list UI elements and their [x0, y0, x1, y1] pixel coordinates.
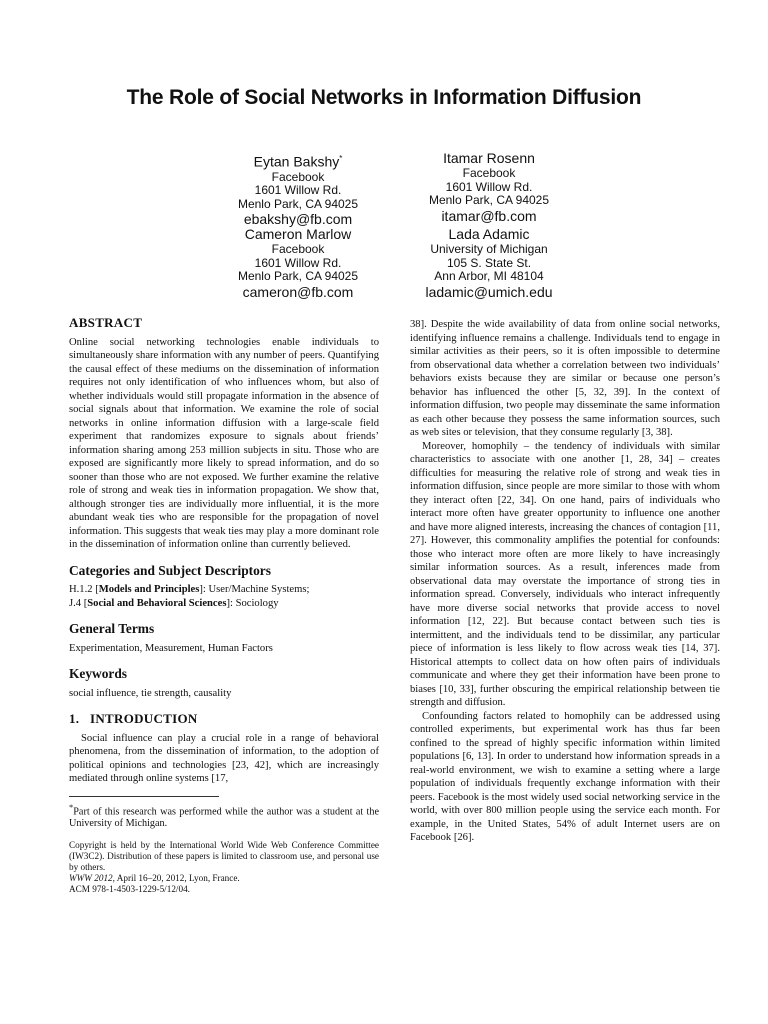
copyright-acm: ACM 978-1-4503-1229-5/12/04.	[69, 883, 190, 894]
copyright-notice	[69, 840, 379, 895]
copyright-venue: WWW 2012, April 16–20, 2012, Lyon, France.	[69, 872, 240, 883]
author-org: University of Michigan	[430, 242, 548, 256]
author-email: itamar@fb.com	[441, 207, 537, 224]
author-street: 1601 Willow Rd.	[254, 183, 342, 198]
author-name: Eytan Bakshy	[253, 153, 340, 170]
abstract-heading: ABSTRACT	[69, 315, 143, 330]
body-paragraph: Moreover, homophily – the tendency of individuals with similar characteristics to associate with one another [1, 28, 34] – creates difficulties for measuring the relative role of strong and weak ties in information diffusion, since people are more similar to those with whom they interact often [22, 34]. On one hand, pairs of individuals who interact more often have greater opportunity to influence one another and have more aligned interests, increasing the chances of contagion [11, 27]. However, this commonality amplifies the potential for confounds: those who interact more often are more likely to have increasingly similar information sources. As a result, inferences made from observational data may overstate the importance of strong ties in information spread. Conversely, individuals who interact infrequently have more diverse social networks that provide access to novel information [12, 22]. But because contact between such ties is intermittent, and the individuals tend to be dissimilar, any particular piece of information is less likely to flow across weak ties [14, 37]. Historical attempts to collect data on how often pairs of individuals communicate and where they get their information have been prone to biases [10, 33], further obscuring the empirical relationship between tie strength and diffusion.	[410, 440, 720, 708]
author-name: Lada Adamic	[448, 226, 530, 242]
author-city: Menlo Park, CA 94025	[237, 196, 359, 211]
body-paragraph: Confounding factors related to homophily can be addressed using controlled experiments, but experimental work has thus far been confined to the spread of highly specific information within limited populations [6, 13]. In order to understand how information spreads in a real-world environment, we wish to examine a setting where a large population of individuals frequently exchange information with their peers. Facebook is the most widely used social networking service in the world, with over 800 million people using the service each month. For example, in the United States, 54% of adult Internet users are on Facebook [26].	[410, 710, 720, 843]
footnote-divider	[69, 796, 219, 797]
author-email: ladamic@umich.edu	[425, 283, 553, 300]
keywords-text: social influence, tie strength, causality	[69, 687, 232, 699]
copyright-text: Copyright is held by the International World Wide Web Conference Committee (IW3C2). Distribution of these papers is limited to classroom use, and personal use by others.	[69, 839, 379, 872]
abstract-text: Online social networking technologies enable individuals to simultaneously share information with any number of peers. Quantifying the causal effect of these mediums on the dissemination of information requires not only identification of who influences whom, but also of whether individuals would still propagate information in the absence of social signals about that information. We examine the role of social networks in online information diffusion with a large-scale field experiment that randomizes exposure to signals about friends’ information sharing among 253 million subjects in situ. Those who are exposed are significantly more likely to spread information, and do so sooner than those who are not exposed. We further examine the relative role of strong and weak ties in information propagation. We show that, although stronger ties are individually more influential, it is the more abundant weak ties who are responsible for the propagation of novel information. This suggests that weak ties may play a more dominant role in the dissemination of information online than currently believed.	[69, 336, 379, 550]
categories-line-2: J.4 [Social and Behavioral Sciences]: Sociology	[69, 597, 279, 609]
author-street: 105 S. State St.	[446, 255, 532, 270]
author-org: Facebook	[271, 242, 325, 256]
author-email: cameron@fb.com	[242, 283, 354, 300]
author-email: ebakshy@fb.com	[243, 211, 353, 228]
author-adamic	[369, 226, 609, 300]
author-street: 1601 Willow Rd.	[254, 255, 342, 270]
author-city: Menlo Park, CA 94025	[237, 269, 359, 283]
body-paragraph: 38]. Despite the wide availability of data from online social networks, identifying influence remains a challenge. Individuals tend to engage in similar activities as their peers, so it is often impossible to determine from observational data whether a correlation between two individuals’ behaviors exists because they are similar or because one person’s behavior has influenced the other [5, 32, 39]. In the context of information diffusion, two people may disseminate the same information as each other because they possess the same information sources, such as web sites or television, that they consume regularly [3, 38].	[410, 319, 720, 438]
general-terms-text: Experimentation, Measurement, Human Factors	[69, 642, 273, 654]
right-column	[410, 318, 720, 845]
introduction-text: Social influence can play a crucial role in a range of behavioral phenomena, from the dissemination of information, to the adoption of political opinions and technologies [23, 42], which are increasingly mediated through online systems [17,	[69, 732, 379, 784]
paper-title: The Role of Social Networks in Information Diffusion	[126, 86, 642, 109]
author-street: 1601 Willow Rd.	[445, 179, 533, 194]
author-name: Itamar Rosenn	[443, 150, 535, 166]
author-name: Cameron Marlow	[244, 226, 352, 242]
introduction-heading: 1. INTRODUCTION	[69, 711, 198, 726]
author-city: Ann Arbor, MI 48104	[434, 269, 544, 283]
general-terms-heading: General Terms	[69, 621, 155, 636]
author-city: Menlo Park, CA 94025	[428, 193, 550, 207]
author-org: Facebook	[462, 166, 516, 180]
footnote-mark: *	[339, 154, 343, 163]
categories-heading: Categories and Subject Descriptors	[69, 562, 271, 578]
author-rosenn	[369, 150, 609, 224]
categories-line-1: H.1.2 [Models and Principles]: User/Machine Systems;	[69, 584, 310, 595]
footnote-mark: *	[69, 801, 74, 812]
author-org: Facebook	[271, 169, 325, 184]
footnote: *Part of this research was performed while the author was a student at the University of Michigan.	[69, 801, 379, 829]
author-block	[0, 148, 768, 300]
left-column	[69, 314, 379, 895]
keywords-heading: Keywords	[69, 666, 128, 681]
